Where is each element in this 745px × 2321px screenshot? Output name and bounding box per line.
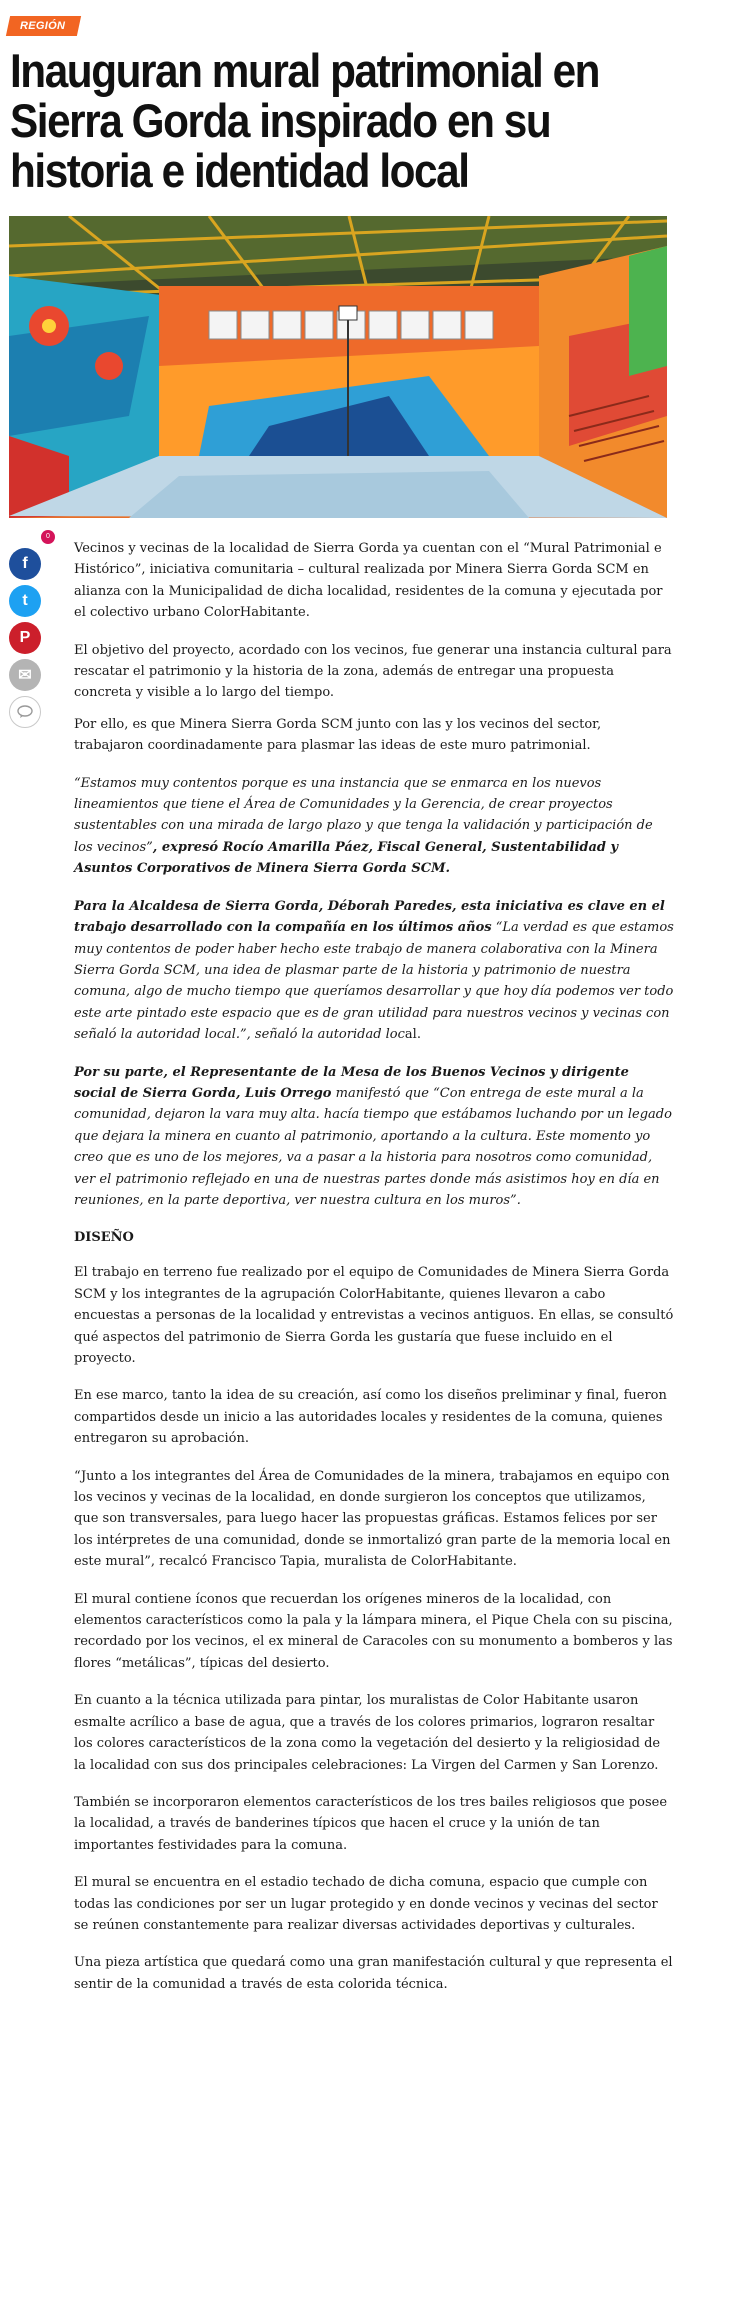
paragraph: “Junto a los integrantes del Área de Comunidades de la minera, trabajamos en equipo con los vecinos y vecinas de la localidad, en donde surgieron los conceptos que utilizamos, que son transversales, para luego hacer las propuestas gráficas. Estamos felices por ser los intérpretes de una comunidad, donde se inmortalizó gran parte de la memoria local en este mural”, recalcó Francisco Tapia, muralista de ColorHabitante.: [74, 1468, 671, 1570]
quote-text: manifestó que “Con entrega de este mural a la comunidad, dejaron la vara muy alta. hacía tiempo que estábamos luchando por un legado que dejara la minera en cuanto al patrimonio, aportando a la cultura. Este momento yo creo que es uno de los mejores, va a pasar a la historia para nosotros como comunidad, ver el patrimonio reflejado en una de nuestras partes donde más asistimos hoy en día en reuniones, en la parte deportiva, ver nuestra cultura en los muros”.: [74, 1085, 672, 1208]
facebook-icon: f: [22, 555, 28, 572]
article-body: [74, 538, 674, 2011]
paragraph: Por ello, es que Minera Sierra Gorda SCM junto con las y los vecinos del sector, trabajaron coordinadamente para plasmar las ideas de este muro patrimonial.: [74, 716, 602, 754]
quote-paragraph: [74, 1062, 674, 1212]
twitter-icon: t: [22, 592, 28, 609]
quote-paragraph: [74, 773, 674, 880]
paragraph: El trabajo en terreno fue realizado por el equipo de Comunidades de Minera Sierra Gorda SCM y los integrantes de la agrupación ColorHabitante, quienes llevaron a cabo encuestas a personas de la localidad y entrevistas a vecinos antiguos. En ellas, se consultó qué aspectos del patrimonio de Sierra Gorda les gustaría que fuese incluido en el proyecto.: [74, 1265, 674, 1366]
quote-text: “Estamos muy contentos porque es una instancia que se enmarca en los nuevos lineamientos que tiene el Área de Comunidades y la Gerencia, de crear proyectos sustentables con una mirada de largo plazo y que tenga la validación y participación de los vecinos”: [74, 775, 653, 855]
email-icon: ✉: [18, 667, 32, 684]
quote-text: “La verdad es que estamos muy contentos de poder haber hecho este trabajo de manera colaborativa con la Minera Sierra Gorda SCM, una idea de plasmar parte de la historia y patrimonio de nuestra comuna, algo de mucho tiempo que queríamos desarrollar y que hoy día podemos ver todo este arte pintado este espacio que es de gran utilidad para nuestros vecinos y vecinas con señaló la autoridad local.”, señaló la autoridad loc: [74, 920, 674, 1043]
comment-button[interactable]: [9, 696, 41, 728]
email-share-button[interactable]: [9, 659, 41, 691]
paragraph: En ese marco, tanto la idea de su creación, así como los diseños preliminar y final, fueron compartidos desde un inicio a las autoridades locales y residentes de la comuna, quienes entregaron su aprobación.: [74, 1388, 667, 1447]
quote-paragraph: [74, 896, 674, 1046]
quote-end: al.: [404, 1027, 421, 1043]
section-heading: DISEÑO: [74, 1230, 134, 1246]
paragraph: Vecinos y vecinas de la localidad de Sierra Gorda ya cuentan con el “Mural Patrimonial e Histórico”, iniciativa comunitaria – cultural realizada por Minera Sierra Gorda SCM en alianza con la Municipalidad de dicha localidad, residentes de la comuna y ejecutada por el colectivo urbano ColorHabitante.: [74, 541, 663, 621]
quote-lead: Por su parte, el Representante de la Mesa de los Buenos Vecinos y dirigente social de Sierra Gorda, Luis Orrego: [74, 1064, 629, 1101]
category-badge[interactable]: [6, 16, 81, 36]
quote-attribution: , expresó Rocío Amarilla Páez, Fiscal General, Sustentabilidad y Asuntos Corporativos de Minera Sierra Gorda SCM.: [74, 839, 619, 877]
paragraph: También se incorporaron elementos característicos de los tres bailes religiosos que posee la localidad, a través de banderines típicos que hacen el cruce y la unión de tan importantes festividades para la comuna.: [74, 1794, 668, 1853]
paragraph: El mural contiene íconos que recuerdan los orígenes mineros de la localidad, con elementos característicos como la pala y la lámpara minera, el Pique Chela con su piscina, recordado por los vecinos, el ex mineral de Caracoles con su monumento a bomberos y las flores “metálicas”, típicas del desierto.: [74, 1591, 673, 1671]
share-count-badge: 0: [41, 530, 55, 544]
paragraph: El objetivo del proyecto, acordado con los vecinos, fue generar una instancia cultural para rescatar el patrimonio y la historia de la zona, además de entregar una propuesta concreta y visible a lo largo del tiempo.: [74, 642, 672, 701]
pinterest-icon: P: [19, 629, 31, 646]
paragraph: En cuanto a la técnica utilizada para pintar, los muralistas de Color Habitante usaron esmalte acrílico a base de agua, que a través de los colores primarios, lograron resaltar los colores característicos de la zona como la vegetación del desierto y la religiosidad de la localidad con sus dos principales celebraciones: La Virgen del Carmen y San Lorenzo.: [74, 1693, 661, 1773]
share-bar: [9, 530, 50, 733]
quote-lead: Para la Alcaldesa de Sierra Gorda, Déborah Paredes, esta iniciativa es clave en el trabajo desarrollado con la compañía en los últimos años: [74, 898, 665, 936]
paragraph: Una pieza artística que quedará como una gran manifestación cultural y que representa el sentir de la comunidad a través de esta colorida técnica.: [74, 1955, 673, 1992]
hero-image: [9, 216, 667, 518]
pinterest-share-button[interactable]: [9, 622, 41, 654]
category-label: REGIÓN: [20, 20, 66, 32]
paragraph: El mural se encuentra en el estadio techado de dicha comuna, espacio que cumple con todas las condiciones por ser un lugar protegido y en donde vecinos y vecinas del sector se reúnen constantemente para realizar diversas actividades deportivas y culturales.: [74, 1875, 658, 1933]
mural-photo: [9, 216, 667, 518]
comment-icon: [17, 705, 33, 719]
article-headline: Inauguran mural patrimonial en Sierra Gorda inspirado en su historia e identidad local: [10, 44, 600, 197]
twitter-share-button[interactable]: [9, 585, 41, 617]
facebook-share-button[interactable]: [9, 548, 41, 580]
